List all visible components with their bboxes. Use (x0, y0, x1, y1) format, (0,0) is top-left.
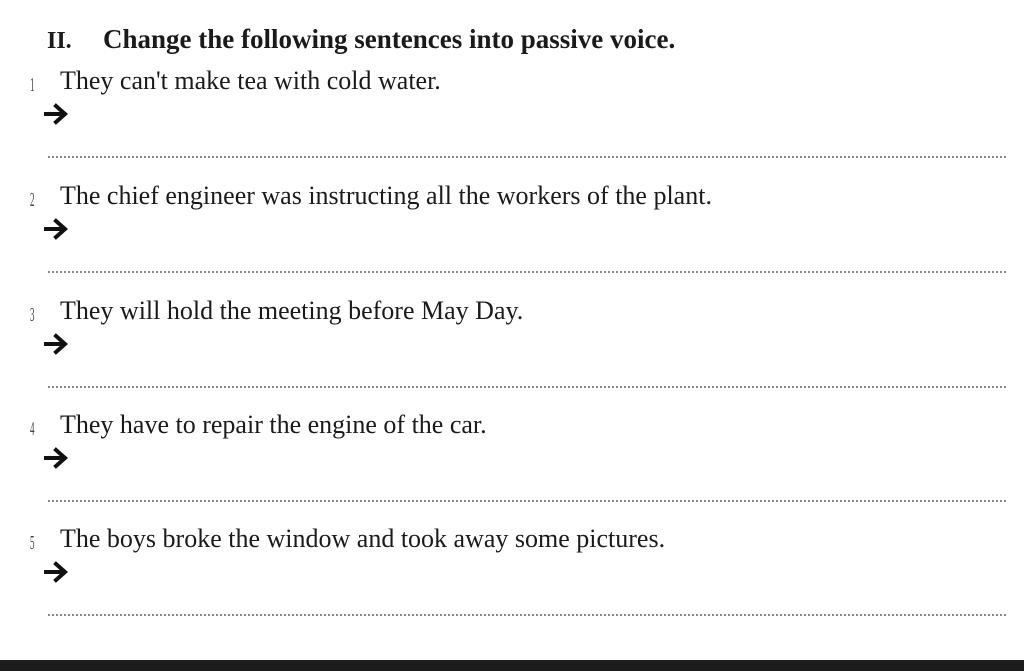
item-number: 4 (30, 418, 35, 440)
exercise-title: Change the following sentences into passive voice. (103, 24, 676, 54)
answer-line[interactable] (48, 271, 1006, 273)
exercise-item-2 (0, 181, 1024, 297)
exercise-item-5 (0, 524, 1024, 640)
item-sentence: The chief engineer was instructing all the workers of the plant. (60, 181, 712, 210)
item-sentence: The boys broke the window and took away some pictures. (60, 524, 666, 553)
item-number: 2 (30, 189, 35, 211)
exercise-heading (47, 24, 675, 55)
item-sentence: They can't make tea with cold water. (60, 66, 441, 95)
right-arrow-icon (44, 446, 72, 470)
right-arrow-icon (44, 332, 72, 356)
item-number: 3 (30, 304, 35, 326)
item-number: 1 (30, 74, 35, 96)
answer-line[interactable] (48, 500, 1006, 502)
exercise-item-4 (0, 410, 1024, 526)
item-sentence: They have to repair the engine of the car. (60, 410, 487, 439)
exercise-item-3 (0, 296, 1024, 412)
answer-line[interactable] (48, 386, 1006, 388)
answer-line[interactable] (48, 614, 1006, 616)
right-arrow-icon (44, 217, 72, 241)
item-number: 5 (30, 532, 35, 554)
exercise-number: II. (47, 28, 72, 54)
item-sentence: They will hold the meeting before May Day. (60, 296, 524, 325)
right-arrow-icon (44, 102, 72, 126)
exercise-item-1 (0, 66, 1024, 182)
bottom-edge-bar (0, 660, 1024, 671)
answer-line[interactable] (48, 156, 1006, 158)
right-arrow-icon (44, 560, 72, 584)
